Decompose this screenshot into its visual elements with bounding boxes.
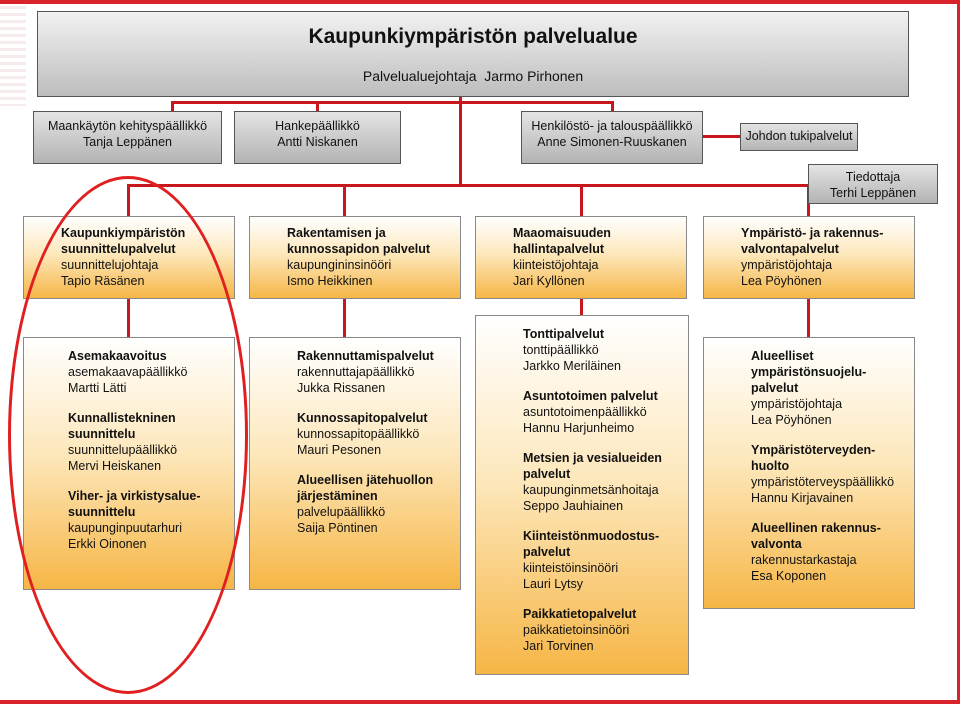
service-section	[297, 348, 460, 396]
info-box	[808, 164, 938, 204]
unit-box	[703, 216, 915, 299]
service-person: Mervi Heiskanen	[68, 459, 162, 473]
staff-box	[234, 111, 401, 164]
unit-role: ympäristöjohtaja	[741, 258, 833, 272]
connector-line	[171, 101, 614, 104]
connector-line	[343, 298, 346, 338]
unit-person: Jari Kyllönen	[513, 274, 585, 288]
service-role: kaupunginpuutarhuri	[68, 521, 182, 535]
unit-name: hallintapalvelut	[513, 242, 604, 256]
service-person: Jari Torvinen	[523, 639, 594, 653]
staff-name: Anne Simonen-Ruuskanen	[537, 135, 687, 149]
service-person: Hannu Kirjavainen	[751, 491, 854, 505]
service-name: Asuntotoimen palvelut	[523, 389, 658, 403]
service-section	[523, 388, 688, 436]
decorative-pattern	[0, 6, 26, 106]
unit-name: Ympäristö- ja rakennus-	[741, 226, 884, 240]
service-name: palvelut	[751, 381, 799, 395]
service-name: järjestäminen	[297, 489, 378, 503]
subunit-box	[703, 337, 915, 609]
connector-line	[580, 184, 583, 217]
service-name: Asemakaavoitus	[68, 349, 167, 363]
service-person: Jarkko Meriläinen	[523, 359, 621, 373]
service-role: asemakaavapäällikkö	[68, 365, 188, 379]
connector-line	[343, 184, 346, 217]
service-name: Ympäristöterveyden-	[751, 443, 876, 457]
org-title-box	[37, 11, 909, 97]
subunit-box	[249, 337, 461, 590]
unit-person: Tapio Räsänen	[61, 274, 145, 288]
service-name: Alueelliset	[751, 349, 814, 363]
service-person: Saija Pöntinen	[297, 521, 378, 535]
service-role: palvelupäällikkö	[297, 505, 386, 519]
service-section	[523, 450, 688, 514]
staff-title: Hankepäällikkö	[275, 119, 360, 133]
unit-name: suunnittelupalvelut	[61, 242, 176, 256]
frame-top-border	[0, 0, 960, 4]
service-role: ympäristöjohtaja	[751, 397, 843, 411]
highlight-ellipse	[8, 176, 248, 694]
service-name: palvelut	[523, 545, 571, 559]
unit-name: Rakentamisen ja	[287, 226, 386, 240]
service-section	[523, 528, 688, 592]
unit-role: kiinteistöjohtaja	[513, 258, 599, 272]
service-role: kiinteistöinsinööri	[523, 561, 619, 575]
support-label: Johdon tukipalvelut	[745, 129, 853, 143]
service-role: kunnossapitopäällikkö	[297, 427, 420, 441]
service-name: ympäristönsuojelu-	[751, 365, 867, 379]
service-section	[297, 472, 460, 536]
service-name: Paikkatietopalvelut	[523, 607, 637, 621]
service-section	[751, 442, 914, 506]
frame-bottom-border	[0, 700, 960, 704]
service-role: rakennuttajapäällikkö	[297, 365, 415, 379]
staff-name: Antti Niskanen	[277, 135, 358, 149]
service-person: Mauri Pesonen	[297, 443, 382, 457]
service-name: valvonta	[751, 537, 802, 551]
staff-box	[33, 111, 222, 164]
service-section	[523, 606, 688, 654]
subunit-box	[475, 315, 689, 675]
service-name: palvelut	[523, 467, 571, 481]
support-box	[740, 123, 858, 151]
connector-line	[703, 135, 741, 138]
service-name: Alueellisen jätehuollon	[297, 473, 434, 487]
service-name: Kunnallistekninen	[68, 411, 176, 425]
staff-name: Tanja Leppänen	[83, 135, 172, 149]
service-name: Viher- ja virkistysalue-	[68, 489, 201, 503]
unit-name: Kaupunkiympäristön	[61, 226, 186, 240]
service-role: tonttipäällikkö	[523, 343, 599, 357]
unit-name: valvontapalvelut	[741, 242, 839, 256]
unit-box	[249, 216, 461, 299]
service-name: Tonttipalvelut	[523, 327, 605, 341]
service-role: asuntotoimenpäällikkö	[523, 405, 647, 419]
service-person: Jukka Rissanen	[297, 381, 386, 395]
service-role: ympäristöterveyspäällikkö	[751, 475, 895, 489]
unit-name: Maaomaisuuden	[513, 226, 611, 240]
unit-person: Ismo Heikkinen	[287, 274, 373, 288]
service-name: Metsien ja vesialueiden	[523, 451, 662, 465]
service-name: suunnittelu	[68, 427, 136, 441]
unit-box	[475, 216, 687, 299]
staff-title: Maankäytön kehityspäällikkö	[47, 119, 208, 133]
service-name: suunnittelu	[68, 505, 136, 519]
service-role: rakennustarkastaja	[751, 553, 857, 567]
service-role: suunnittelupäällikkö	[68, 443, 178, 457]
unit-name: kunnossapidon palvelut	[287, 242, 431, 256]
service-person: Hannu Harjunheimo	[523, 421, 635, 435]
service-name: Alueellinen rakennus-	[751, 521, 881, 535]
service-person: Lea Pöyhönen	[751, 413, 832, 427]
service-name: huolto	[751, 459, 790, 473]
service-name: Kiinteistönmuodostus-	[523, 529, 660, 543]
staff-box	[521, 111, 703, 164]
info-name: Terhi Leppänen	[829, 186, 917, 200]
connector-line	[580, 298, 583, 316]
service-person: Martti Lätti	[68, 381, 127, 395]
unit-role: suunnittelujohtaja	[61, 258, 159, 272]
service-section	[751, 520, 914, 584]
service-section	[297, 410, 460, 458]
service-person: Esa Koponen	[751, 569, 827, 583]
service-person: Lauri Lytsy	[523, 577, 583, 591]
service-role: kaupunginmetsänhoitaja	[523, 483, 659, 497]
service-name: Kunnossapitopalvelut	[297, 411, 428, 425]
service-person: Erkki Oinonen	[68, 537, 147, 551]
unit-person: Lea Pöyhönen	[741, 274, 822, 288]
director-label: Palvelualuejohtaja Jarmo Pirhonen	[362, 68, 584, 84]
unit-role: kaupungininsinööri	[287, 258, 392, 272]
org-title: Kaupunkiympäristön palvelualue	[308, 25, 638, 48]
connector-line	[127, 184, 810, 187]
service-role: paikkatietoinsinööri	[523, 623, 630, 637]
info-title: Tiedottaja	[845, 170, 901, 184]
service-section	[751, 348, 914, 428]
connector-line	[459, 96, 462, 186]
service-person: Seppo Jauhiainen	[523, 499, 624, 513]
staff-title: Henkilöstö- ja talouspäällikkö	[531, 119, 693, 133]
service-name: Rakennuttamispalvelut	[297, 349, 434, 363]
connector-line	[807, 298, 810, 338]
service-section	[523, 326, 688, 374]
